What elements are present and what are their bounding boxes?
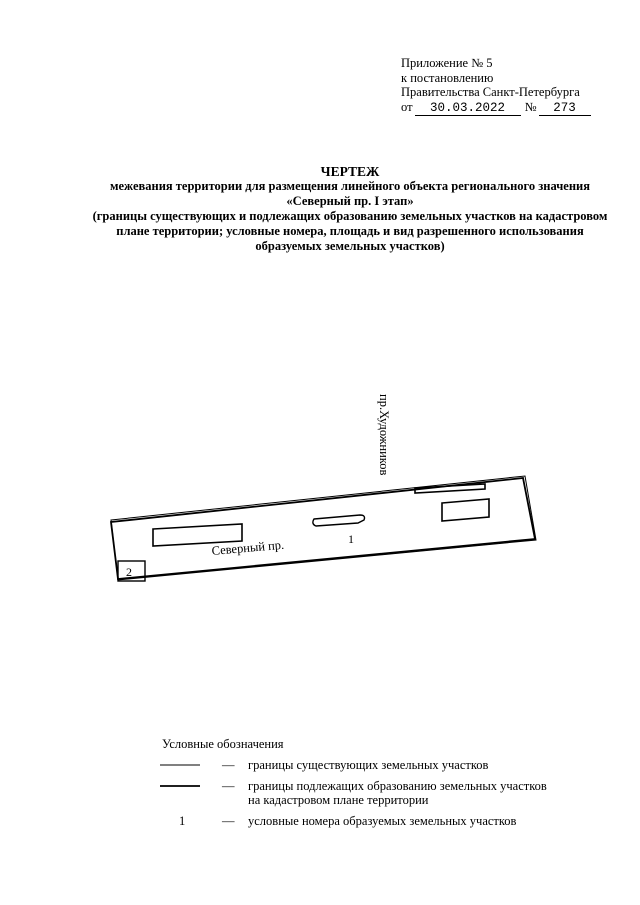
title-line-3: (границы существующих и подлежащих образованию земельных участков на кадастровом — [92, 209, 608, 223]
legend-heading: Условные обозначения — [162, 737, 284, 751]
parcel-2-label: 2 — [126, 565, 132, 579]
legend-text-numbers: условные номера образуемых земельных участков — [248, 814, 517, 828]
date-prefix: от — [401, 99, 413, 114]
title-line-5: образуемых земельных участков) — [255, 239, 445, 253]
title-line-2: «Северный пр. I этап» — [286, 194, 414, 208]
legend-dash-3: — — [222, 814, 235, 828]
resolution-number: 273 — [539, 102, 591, 116]
appendix-resolution: к постановлению — [401, 70, 494, 85]
building-right — [442, 499, 489, 521]
title-heading: ЧЕРТЕЖ — [320, 164, 380, 179]
number-prefix: № — [524, 99, 537, 114]
legend-text-existing: границы существующих земельных участков — [248, 758, 489, 772]
title-line-4: плане территории; условные номера, площадь и вид разрешенного использования — [116, 224, 584, 238]
appendix-government: Правительства Санкт-Петербурга — [401, 85, 580, 99]
legend-dash-2: — — [222, 779, 235, 793]
resolution-date: 30.03.2022 — [415, 102, 521, 116]
legend-text-new-1: границы подлежащих образованию земельных участков — [248, 779, 547, 793]
title-line-1: межевания территории для размещения линейного объекта регионального значения — [109, 179, 591, 193]
legend-dash-1: — — [222, 758, 235, 772]
legend-number-symbol: 1 — [179, 814, 186, 828]
building-middle — [313, 515, 365, 526]
parcel-1-label: 1 — [348, 532, 354, 546]
street-main-label: Северный пр. — [211, 537, 285, 558]
appendix-number: Приложение № 5 — [401, 56, 493, 70]
street-vertical-label: пр.Художников — [377, 394, 391, 476]
legend-text-new-2: на кадастровом плане территории — [248, 793, 429, 807]
